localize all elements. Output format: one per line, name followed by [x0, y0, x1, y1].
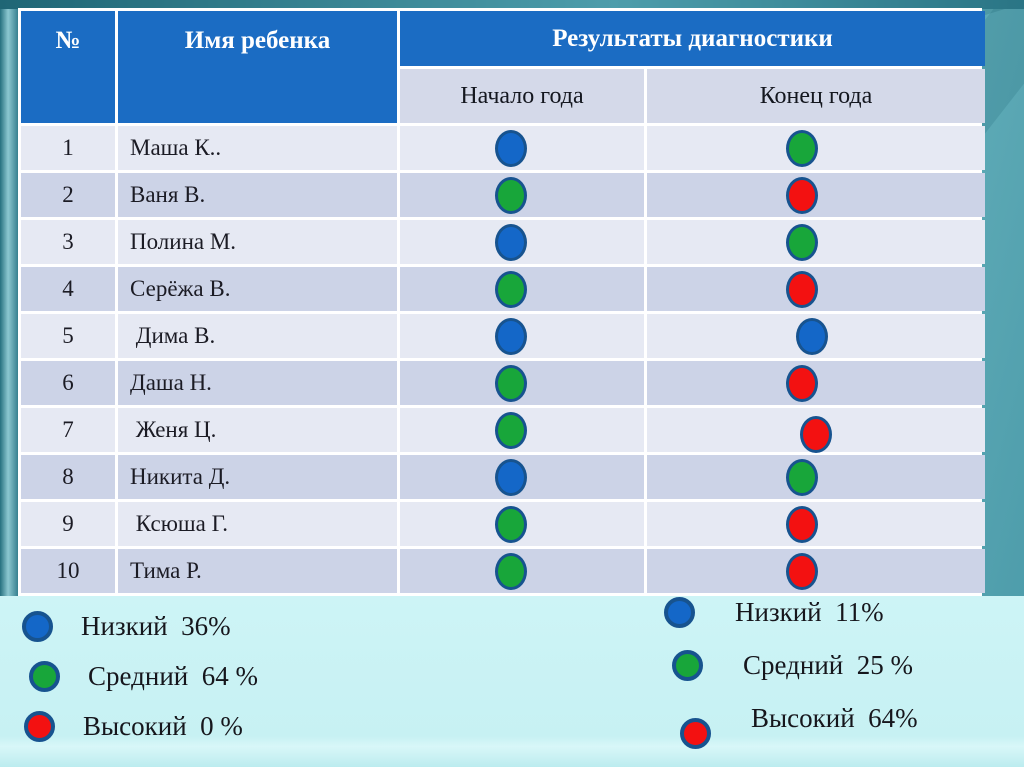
diagnostic-dot — [495, 553, 527, 590]
start-of-year-cell — [400, 173, 644, 217]
diagnostic-dot — [800, 416, 832, 453]
child-name: Серёжа В. — [118, 267, 397, 311]
diagnostic-dot — [796, 318, 828, 355]
row-number: 9 — [21, 502, 115, 546]
child-name: Тима Р. — [118, 549, 397, 593]
end-of-year-cell — [647, 314, 985, 358]
legend-end-of-year — [652, 592, 918, 738]
diagnostic-dot — [786, 130, 818, 167]
legend-label: Средний 25 % — [743, 649, 913, 680]
row-number: 2 — [21, 173, 115, 217]
subheader-cell-end-of-year: Конец года — [647, 69, 985, 123]
start-of-year-cell — [400, 455, 644, 499]
header-cell-name: Имя ребенка — [118, 11, 397, 123]
diagnostic-dot — [495, 365, 527, 402]
diagnostic-dot — [786, 177, 818, 214]
low-level-marker-icon — [664, 597, 695, 628]
diagnostic-dot — [495, 177, 527, 214]
diagnostic-dot — [495, 130, 527, 167]
end-of-year-cell — [647, 408, 985, 452]
child-name: Маша К.. — [118, 126, 397, 170]
end-of-year-cell — [647, 455, 985, 499]
results-table — [18, 8, 982, 596]
child-name: Даша Н. — [118, 361, 397, 405]
child-name: Женя Ц. — [118, 408, 397, 452]
child-name: Полина М. — [118, 220, 397, 264]
end-of-year-cell — [647, 502, 985, 546]
legend-label: Низкий 11% — [735, 596, 884, 627]
child-name: Дима В. — [118, 314, 397, 358]
high-level-marker-icon — [680, 718, 711, 749]
row-number: 4 — [21, 267, 115, 311]
end-of-year-cell — [647, 361, 985, 405]
diagnostic-dot — [495, 271, 527, 308]
legend-item-low — [652, 592, 918, 632]
row-number: 3 — [21, 220, 115, 264]
start-of-year-cell — [400, 267, 644, 311]
diagnostic-dot — [786, 271, 818, 308]
row-number: 10 — [21, 549, 115, 593]
legend-item-medium — [22, 656, 258, 696]
legend-item-low — [22, 606, 258, 646]
low-level-marker-icon — [22, 611, 53, 642]
diagnostic-dot — [786, 224, 818, 261]
diagnostic-dot — [786, 459, 818, 496]
start-of-year-cell — [400, 408, 644, 452]
start-of-year-cell — [400, 361, 644, 405]
end-of-year-cell — [647, 173, 985, 217]
row-number: 1 — [21, 126, 115, 170]
diagnostic-dot — [786, 365, 818, 402]
medium-level-marker-icon — [672, 650, 703, 681]
diagnostic-dot — [495, 412, 527, 449]
legend-item-medium — [652, 645, 918, 685]
diagnostic-dot — [495, 318, 527, 355]
end-of-year-cell — [647, 126, 985, 170]
legend-item-high — [652, 698, 918, 738]
legend-label: Высокий 64% — [751, 702, 918, 733]
legend-label: Средний 64 % — [88, 660, 258, 691]
child-name: Никита Д. — [118, 455, 397, 499]
diagnostic-dot — [495, 224, 527, 261]
diagnostic-dot — [495, 506, 527, 543]
start-of-year-cell — [400, 314, 644, 358]
header-cell-results: Результаты диагностики — [400, 11, 985, 66]
legend-label: Высокий 0 % — [83, 710, 243, 741]
row-number: 6 — [21, 361, 115, 405]
start-of-year-cell — [400, 220, 644, 264]
start-of-year-cell — [400, 549, 644, 593]
end-of-year-cell — [647, 220, 985, 264]
end-of-year-cell — [647, 267, 985, 311]
row-number: 7 — [21, 408, 115, 452]
legend-start-of-year — [22, 606, 258, 746]
legend-item-high — [22, 706, 258, 746]
medium-level-marker-icon — [29, 661, 60, 692]
row-number: 5 — [21, 314, 115, 358]
diagnostic-dot — [786, 506, 818, 543]
high-level-marker-icon — [24, 711, 55, 742]
subheader-cell-start-of-year: Начало года — [400, 69, 644, 123]
start-of-year-cell — [400, 126, 644, 170]
child-name: Ваня В. — [118, 173, 397, 217]
left-border-bar — [0, 0, 18, 602]
diagnostic-dot — [495, 459, 527, 496]
diagnostic-dot — [786, 553, 818, 590]
child-name: Ксюша Г. — [118, 502, 397, 546]
legend-label: Низкий 36% — [81, 610, 231, 641]
row-number: 8 — [21, 455, 115, 499]
end-of-year-cell — [647, 549, 985, 593]
start-of-year-cell — [400, 502, 644, 546]
header-cell-number: № — [21, 11, 115, 123]
